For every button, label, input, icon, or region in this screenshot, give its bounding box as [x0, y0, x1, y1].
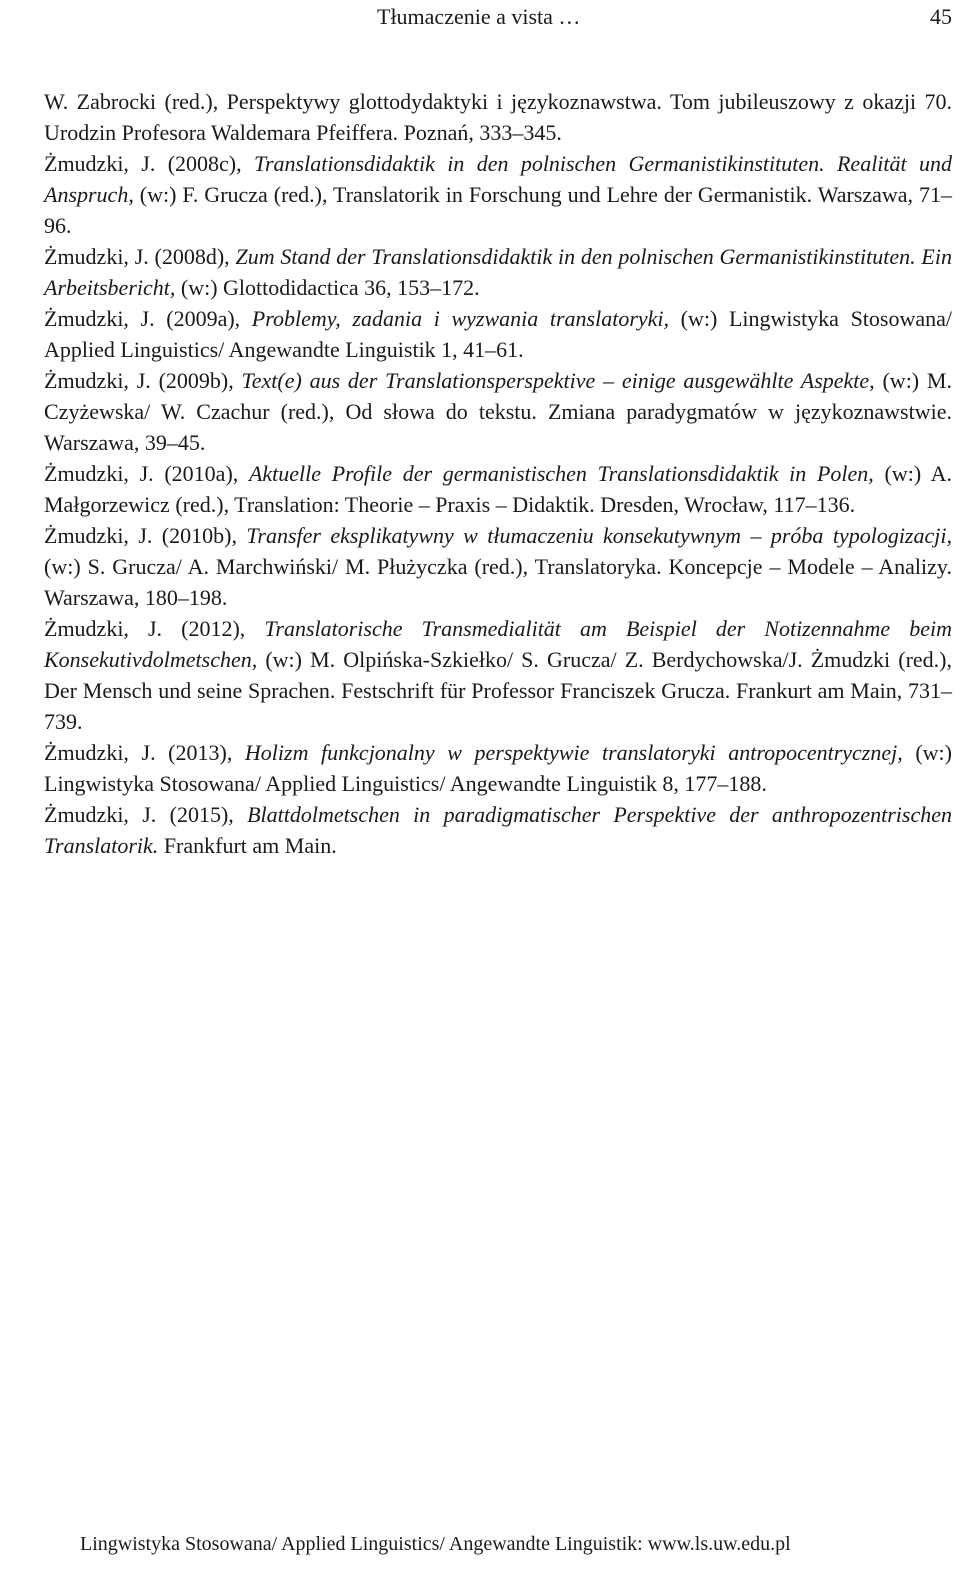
reference-entry: [44, 520, 952, 613]
reference-entry: [44, 799, 952, 861]
reference-title: Holizm funkcjonalny w perspektywie translatoryki antropocentrycznej,: [244, 740, 903, 765]
reference-text: W. Zabrocki (red.), Perspektywy glottodydaktyki i językoznawstwa. Tom jubileuszowy z okazji 70. Urodzin Profesora Waldemara Pfeiffera. Poznań, 333–345.: [44, 89, 952, 145]
reference-entry: [44, 148, 952, 241]
reference-title: Translatorische Transmedialität am Beispiel der Notizennahme beim Konsekutivdolmetschen,: [44, 616, 952, 672]
reference-title: Problemy, zadania i wyzwania translatoryki,: [251, 306, 670, 331]
reference-title: Transfer eksplikatywny w tłumaczeniu konsekutywnym – próba typologizacji,: [246, 523, 952, 548]
reference-details: (w:) M. Olpińska-Szkiełko/ S. Grucza/ Z. Berdychowska/J. Żmudzki (red.), Der Mensch und seine Sprachen. Festschrift für Professor Franciszek Grucza. Frankurt am Main, 731–739.: [44, 647, 952, 734]
reference-details: (w:) Lingwistyka Stosowana/ Applied Linguistics/ Angewandte Linguistik 8, 177–188.: [44, 740, 952, 796]
reference-entry: [44, 365, 952, 458]
reference-entry: [44, 303, 952, 365]
reference-author-year: Żmudzki, J. (2015),: [44, 802, 248, 827]
running-header: [44, 2, 952, 32]
reference-details: (w:) A. Małgorzewicz (red.), Translation: Theorie – Praxis – Didaktik. Dresden, Wrocław, 117–136.: [44, 461, 953, 517]
reference-entry: [44, 458, 952, 520]
reference-details: Frankfurt am Main.: [158, 833, 337, 858]
bibliography-list: [44, 86, 952, 861]
reference-entry: [44, 86, 952, 148]
reference-details: (w:) Lingwistyka Stosowana/ Applied Linguistics/ Angewandte Linguistik 1, 41–61.: [44, 306, 953, 362]
journal-footer: Lingwistyka Stosowana/ Applied Linguistics/ Angewandte Linguistik: www.ls.uw.edu.pl: [80, 1533, 791, 1555]
reference-author-year: Żmudzki, J. (2009a),: [44, 306, 252, 331]
reference-title: Blattdolmetschen in paradigmatischer Perspektive der anthropozentrischen Translatorik.: [44, 802, 952, 858]
reference-details: (w:) S. Grucza/ A. Marchwiński/ M. Płużyczka (red.), Translatoryka. Koncepcje – Modele – Analizy. Warszawa, 180–198.: [44, 554, 952, 610]
reference-title: Translationsdidaktik in den polnischen Germanistikinstituten. Realität und Anspruch,: [44, 151, 952, 207]
reference-entry: [44, 737, 952, 799]
reference-author-year: Żmudzki, J. (2013),: [44, 740, 245, 765]
reference-title: Text(e) aus der Translationsperspektive – einige ausgewählte Aspekte,: [241, 368, 875, 393]
reference-details: (w:) Glottodidactica 36, 153–172.: [175, 275, 480, 300]
reference-author-year: Żmudzki, J. (2008d),: [44, 244, 236, 269]
reference-entry: [44, 241, 952, 303]
reference-author-year: Żmudzki, J. (2012),: [44, 616, 265, 641]
reference-author-year: Żmudzki, J. (2010b),: [44, 523, 247, 548]
reference-entry: [44, 613, 952, 737]
running-title: Tłumaczenie a vista …: [377, 4, 581, 29]
reference-author-year: Żmudzki, J. (2010a),: [44, 461, 249, 486]
reference-details: (w:) M. Czyżewska/ W. Czachur (red.), Od słowa do tekstu. Zmiana paradygmatów w językoznawstwie. Warszawa, 39–45.: [44, 368, 952, 455]
reference-details: (w:) F. Grucza (red.), Translatorik in Forschung und Lehre der Germanistik. Warszawa, 71–96.: [44, 182, 952, 238]
reference-title: Aktuelle Profile der germanistischen Translationsdidaktik in Polen,: [248, 461, 874, 486]
page-number: 45: [930, 4, 952, 29]
reference-author-year: Żmudzki, J. (2009b),: [44, 368, 242, 393]
reference-author-year: Żmudzki, J. (2008c),: [44, 151, 254, 176]
reference-title: Zum Stand der Translationsdidaktik in den polnischen Germanistikinstituten. Ein Arbeitsbericht,: [44, 244, 952, 300]
